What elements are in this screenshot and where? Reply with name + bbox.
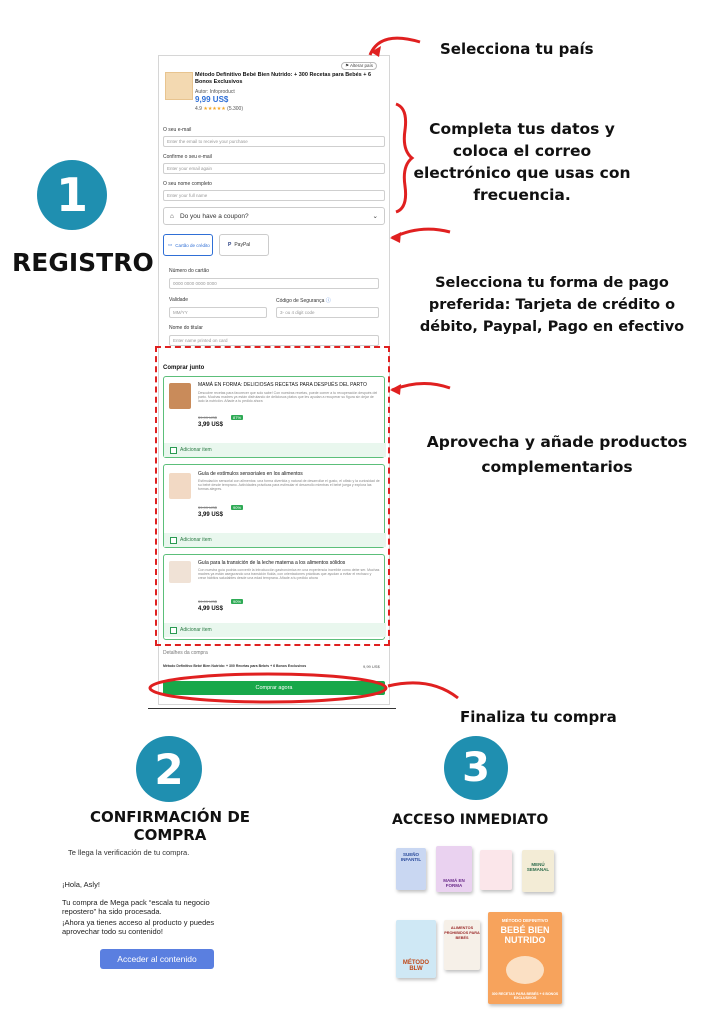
stars-icon: ★★★★★: [203, 106, 226, 112]
offer-1-discount: 87%: [233, 415, 242, 420]
book-4-title: MENÚ SEMANAL: [526, 862, 550, 872]
confirm-email-label: Confirme o seu e-mail: [163, 154, 212, 160]
arrow-finish: [388, 683, 458, 698]
bundle-title: Comprar junto: [163, 365, 205, 371]
book-main-top: MÉTODO DEFINITIVO: [501, 918, 549, 923]
email-field[interactable]: Enter the email to receive your purchase: [163, 136, 385, 147]
offer-3-desc: Con nuestra guía podrás convertir la introducción gastronómica en una experiencia increíble como debe ser. Muchas madres ya están asegurando una transición fluida, con orientaciones prácticas que ayudan a evitar el rechazo y crear hábitos saludables desde una edad temprana. Añade a tu pedido ahora: [198, 568, 380, 581]
change-country-link[interactable]: ⚑ Alterar país: [341, 62, 377, 70]
offer-2-old-price: 39,99 US$: [198, 505, 217, 510]
offer-1-desc: Descubre recetas para favorecer que solo sabe! Con nuestras recetas, puede comer a tu recuperación después del parto. Muchas madres ya están disfrutando de deliciosos platos que les ayudan a recuperar su figura sin dejar de lado la nutrición. Añade a tu pedido ahora: [198, 391, 378, 404]
step-2-subtitle: Te llega la verificación de tu compra.: [68, 848, 190, 857]
name-field[interactable]: Enter your full name: [163, 190, 385, 201]
holder-field[interactable]: Enter name printed on card: [169, 335, 379, 346]
step-1-number: 1: [55, 168, 88, 222]
offer-1-add-label: Adicionar item: [180, 447, 212, 453]
book-1: [396, 848, 426, 890]
book-2-title: MAMÁ EN FORMA: [443, 878, 465, 888]
arrow-addons-head: [390, 384, 401, 395]
book-5: [396, 920, 436, 978]
book-6: [444, 920, 480, 970]
book-main: [488, 912, 562, 1004]
book-1-title: SUEÑO INFANTIL: [400, 852, 422, 862]
book-4: [522, 850, 554, 892]
product-rating: 4.9 ★★★★★ (5.300): [195, 106, 243, 112]
book-6-title: ALIMENTOS PROHIBIDOS PARA BEBÉS: [444, 926, 480, 940]
book-main-title: BEBÉ BIEN NUTRIDO: [500, 925, 550, 945]
card-icon: ▭: [168, 242, 173, 247]
offer-3-old-price: 39,99 US$: [198, 599, 217, 604]
card-number-label: Número do cartão: [169, 268, 210, 274]
email-body-2: ¡Ahora ya tienes acceso al producto y puedes aprovechar todo su contenido!: [62, 918, 215, 936]
cvv-label: Código de Segurança ⓘ: [276, 298, 331, 304]
email-greeting: ¡Hola, Asly!: [62, 880, 100, 889]
chevron-down-icon: ⌄: [372, 213, 378, 220]
offer-3-discount: 90%: [233, 599, 242, 604]
card-number-field[interactable]: 0000 0000 0000 0000: [169, 278, 379, 289]
email-body-1: Tu compra de Mega pack “escala tu negocio repostero” ha sido procesada.: [62, 898, 210, 916]
book-main-bottom: 300 RECETAS PARA BEBÉS + 6 BONOS EXCLUSIVOS: [491, 992, 559, 1000]
offer-2-add-label: Adicionar item: [180, 537, 212, 543]
step-2-title-line1: CONFIRMACIÓN DE: [89, 808, 251, 826]
offer-2-discount: 90%: [233, 505, 242, 510]
email-label: O seu e-mail: [163, 127, 192, 133]
step-2-circle: [136, 736, 202, 802]
offer-1-old-price: 39,99 US$: [198, 415, 217, 420]
change-country-label: Alterar país: [350, 63, 374, 68]
holder-label: Nome do titular: [169, 325, 203, 331]
book-3: [480, 850, 512, 890]
info-icon: ⓘ: [325, 298, 331, 304]
offer-1-price: 3,99 US$: [198, 422, 224, 428]
step-2-title: [70, 808, 270, 844]
annotation-payment: Selecciona tu forma de pago preferida: Tarjeta de crédito o débito, Paypal, Pago en efectivo: [419, 275, 685, 335]
step-3-number: 3: [462, 745, 490, 791]
annotation-country: Selecciona tu país: [440, 40, 594, 58]
pay-card-label: Cartão de crédito: [175, 242, 210, 248]
step-2-number: 2: [154, 744, 184, 794]
product-author: Autor: Infoproduct: [195, 89, 235, 95]
book-2: [436, 846, 472, 892]
circle-buy: [150, 674, 386, 702]
step-1-title: REGISTRO: [12, 248, 154, 277]
tag-icon: ⌂: [170, 212, 174, 220]
step-3-circle: [444, 736, 508, 800]
pay-paypal-label: PayPal: [234, 242, 251, 248]
step-3-title: ACCESO INMEDIATO: [392, 812, 549, 828]
validity-label: Validade: [169, 297, 189, 303]
annotation-addons: Aprovecha y añade productos complementarios: [426, 433, 688, 476]
offer-2-desc: Estimulación sensorial con alimentos: una forma divertida y natural de desarrollar el gusto, el olfato y la curiosidad de su bebé desde temprano. Actividades prácticas para estimular el desarrollo mientras el bebé juega y explora las formas alegres.: [198, 479, 380, 492]
annotation-data: Completa tus datos y coloca el correo electrónico que usas con frecuencia.: [413, 120, 631, 204]
offer-3-price: 4,99 US$: [198, 606, 224, 612]
name-label: O seu nome completo: [163, 181, 212, 187]
confirm-email-field[interactable]: Enter your email again: [163, 163, 385, 174]
offer-2-price: 3,99 US$: [198, 512, 224, 518]
product-price: 9,99 US$: [195, 95, 229, 104]
details-title: Detalhes da compra: [163, 650, 208, 656]
step-1-circle: [37, 160, 107, 230]
step-2-title-line2: COMPRA: [133, 826, 207, 844]
arrow-payment-head: [390, 232, 401, 243]
offer-2-title: Guía de estímulos sensoriales en los alimentos: [198, 471, 303, 477]
offer-3-add-label: Adicionar item: [180, 627, 212, 633]
cvv-field[interactable]: 3- ou 4 digit code: [276, 307, 379, 318]
annotation-arrows: [140, 0, 560, 720]
access-content-button[interactable]: Acceder al contenido: [100, 949, 214, 969]
paypal-icon: P: [228, 242, 232, 248]
offer-1-title: MAMÁ EN FORMA: DELICIOSAS RECETAS PARA DESPUÉS DEL PARTO: [198, 382, 367, 388]
buy-now-button[interactable]: Comprar agora: [163, 681, 385, 695]
offer-3-title: Guía para la transición de la leche materna a los alimentos sólidos: [198, 560, 346, 566]
details-item: Método Definitivo Bebé Bien Nutrido: + 300 Recetas para Bebés + 6 Bonos Exclusivos: [163, 664, 307, 668]
book-main-illustration: [506, 956, 544, 984]
product-title: Método Definitivo Bebé Bien Nutrido: + 300 Recetas para Bebés + 6 Bonos Exclusivos: [195, 72, 372, 85]
coupon-label: Do you have a coupon?: [179, 212, 249, 220]
validity-field[interactable]: MM/YY: [169, 307, 267, 318]
book-5-title: MÉTODO BLW: [402, 960, 430, 972]
annotation-finish: Finaliza tu compra: [460, 708, 617, 726]
details-price: 9,99 US$: [363, 664, 380, 669]
